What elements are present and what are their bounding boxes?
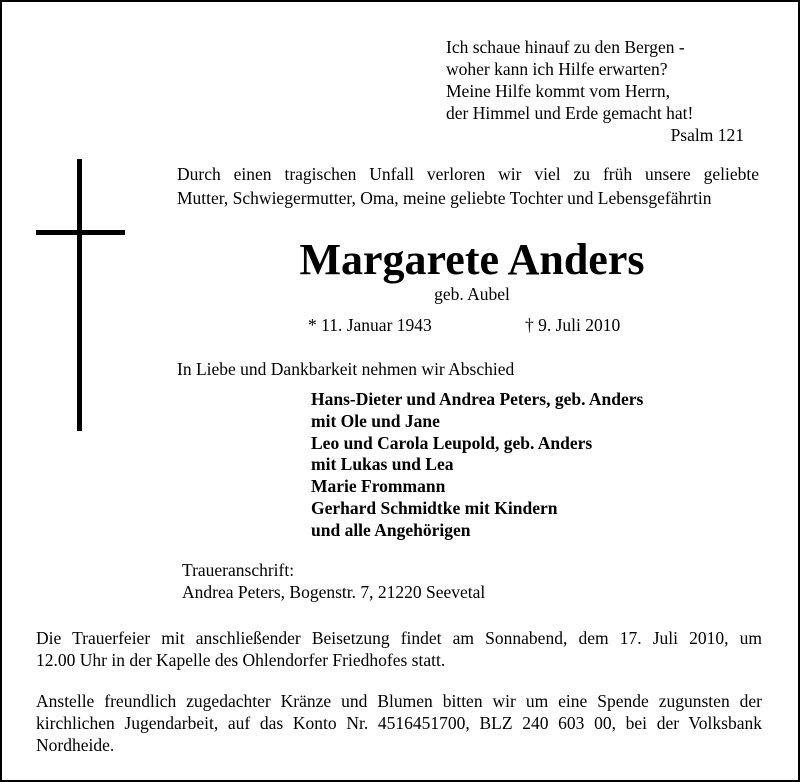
- psalm-line: Ich schaue hinauf zu den Bergen -: [446, 37, 685, 57]
- birth-date: * 11. Januar 1943: [308, 315, 432, 335]
- cross-icon-horizontal: [36, 230, 125, 235]
- psalm-line: Meine Hilfe kommt vom Herrn,: [446, 81, 671, 101]
- maiden-name: geb. Aubel: [434, 284, 510, 304]
- mourners-list: [311, 389, 643, 542]
- intro-line-2: Mutter, Schwiegermutter, Oma, meine geliebte Tochter und Lebensgefährtin: [177, 188, 712, 208]
- psalm-quote: [446, 36, 746, 146]
- mourner-line: Gerhard Schmidtke mit Kindern: [311, 497, 558, 518]
- service-line-1: Die Trauerfeier mit anschließender Beisetzung findet am Sonnabend, dem 17. Juli 2010, um: [36, 628, 762, 648]
- service-line-2: 12.00 Uhr in der Kapelle des Ohlendorfer Friedhofes statt.: [36, 650, 446, 670]
- address-label: Traueranschrift:: [182, 560, 295, 580]
- mourning-address: [182, 559, 485, 603]
- address-value: Andrea Peters, Bogenstr. 7, 21220 Seevetal: [182, 582, 486, 602]
- mourner-line: und alle Angehörigen: [311, 519, 471, 540]
- intro-line-1: Durch einen tragischen Unfall verloren wir viel zu früh unsere geliebte: [177, 164, 759, 184]
- psalm-line: woher kann ich Hilfe erwarten?: [446, 59, 668, 79]
- farewell-text: In Liebe und Dankbarkeit nehmen wir Abschied: [177, 359, 515, 379]
- donation-line-2: kirchlichen Jugendarbeit, auf das Konto Nr. 4516451700, BLZ 240 603 00, bei der Volksbank: [36, 713, 762, 733]
- mourner-line: mit Lukas und Lea: [311, 454, 454, 475]
- mourner-line: Marie Frommann: [311, 476, 446, 497]
- death-date: † 9. Juli 2010: [525, 315, 621, 335]
- deceased-name: Margarete Anders: [299, 235, 645, 284]
- psalm-reference: Psalm 121: [670, 125, 744, 145]
- mourner-line: mit Ole und Jane: [311, 410, 440, 431]
- donation-line-1: Anstelle freundlich zugedachter Kränze und Blumen bitten wir um eine Spende zugunsten der: [36, 691, 762, 711]
- mourner-line: Leo und Carola Leupold, geb. Anders: [311, 432, 593, 453]
- mourner-line: Hans-Dieter und Andrea Peters, geb. Anders: [311, 389, 644, 409]
- donation-paragraph: [36, 690, 762, 756]
- service-paragraph: [36, 627, 762, 671]
- donation-line-3: Nordheide.: [36, 735, 115, 755]
- cross-icon-vertical: [77, 159, 82, 431]
- psalm-line: der Himmel und Erde gemacht hat!: [446, 103, 694, 123]
